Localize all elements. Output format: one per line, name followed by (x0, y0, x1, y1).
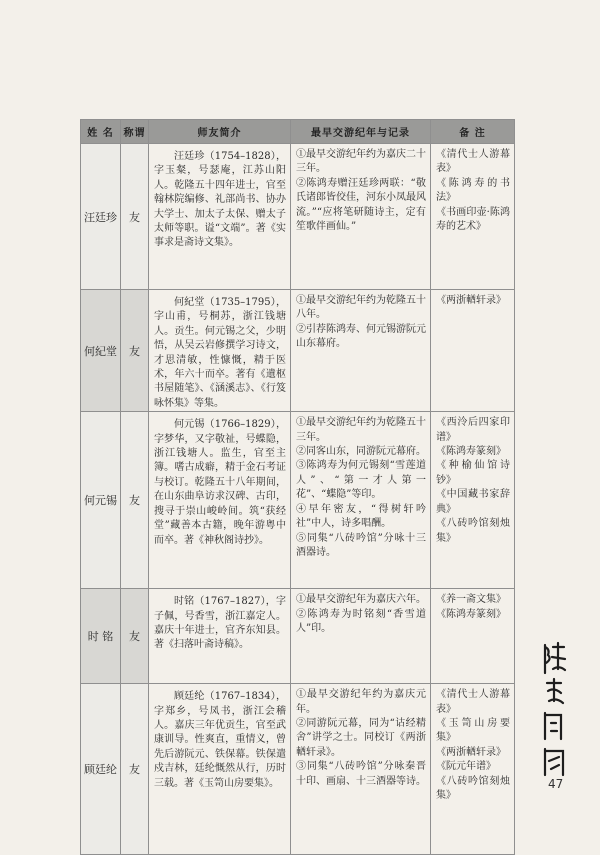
notes (431, 412, 515, 589)
header-name: 姓 名 (81, 120, 121, 144)
events (291, 144, 431, 290)
note-item: 《清代士人游幕表》 (436, 689, 510, 715)
relation: 友 (121, 144, 149, 290)
events (291, 290, 431, 412)
event-item: ①最早交游纪年约为乾隆五十三年。 (296, 417, 426, 443)
event-item: ②陈鸿寿为时铭刻“香雪道人”印。 (296, 608, 426, 635)
calligraphy-logo (539, 639, 569, 789)
notes (431, 684, 515, 855)
note-item: 《西泠后四家印谱》 (436, 417, 510, 443)
event-item: ②同游阮元幕，同为“诂经精舍”讲学之士。同校订《两浙輶轩录》。 (296, 718, 426, 758)
table-header-row (81, 120, 515, 144)
person-name: 何元锡 (81, 412, 121, 589)
event-item: ③陈鸿寿为何元锡刻“雪莲道人”、“第一才人第一花”、“蝶隐”等印。 (296, 460, 426, 501)
event-item: ②陈鸿寿赠汪廷珍两联：“敬氏诸郎皆佼佳，河东小凤最风流。”“应将笔研随诗主，定有笙歌伴画仙。” (296, 177, 426, 233)
bio: 顾廷纶（1767–1834），字郑乡，号凤书，浙江会稽人。嘉庆三年优贡生，官至武康训导。性爽直，重情义，曾先后游阮元、铁保幕。铁保遣戍吉林，廷纶慨然从行，历时三载。著《玉笥山房要集》。 (149, 684, 291, 855)
note-item: 《阮元年谱》 (436, 761, 496, 773)
header-bio: 师友简介 (149, 120, 291, 144)
bio: 时铭（1767–1827），字子佩，号香雪，浙江嘉定人。嘉庆十年进士，官齐东知县。著《扫落叶斋诗稿》。 (149, 589, 291, 684)
note-item: 《清代士人游幕表》 (436, 149, 510, 175)
table-row (81, 412, 515, 589)
event-item: ⑤同集“八砖吟馆”分咏十三酒器诗。 (296, 532, 426, 558)
table-row (81, 290, 515, 412)
bio: 何紀堂（1735–1795），字山甫，号桐苏，浙江钱塘人。贡生。何元锡之父，少明悟，从吴云岩修撰学习诗文，才思清敏，性慷慨，精于医术，年六十而卒。著有《遺枢书屋随笔》、《涵溪志》、《行笈咏怀集》等集。 (149, 290, 291, 412)
person-name: 顾廷纶 (81, 684, 121, 855)
note-item: 《中国藏书家辞典》 (436, 489, 510, 515)
event-item: ④早年密友，“得树轩吟社”中人，诗多唱酬。 (296, 503, 426, 530)
relation: 友 (121, 684, 149, 855)
note-item: 《书画印壶·陈鸿寿的艺术》 (436, 206, 510, 233)
event-item: ③同集“八砖吟馆”分咏秦晋十印、画扇、十三酒器等诗。 (296, 761, 426, 787)
note-item: 《陈鸿寿的书法》 (436, 177, 510, 204)
friends-table (80, 119, 515, 855)
note-item: 《八砖吟馆刻烛集》 (436, 518, 510, 544)
note-item: 《两浙輶轩录》 (436, 746, 506, 758)
bio: 何元锡（1766–1829），字梦华，又字敬祉，号蝶隐，浙江钱塘人。监生，官至主簿。嗜古成癖，精于金石考证与校订。乾隆五十八年期间，在山东曲阜访求汉碑、古印，搜寻于崇山峻岭间。筑“获经堂”藏善本古籍，晚年游粤中而卒。著《神秋阁诗抄》。 (149, 412, 291, 589)
events (291, 684, 431, 855)
notes (431, 589, 515, 684)
table-row (81, 589, 515, 684)
notes (431, 290, 515, 412)
notes (431, 144, 515, 290)
event-item: ①最早交游纪年约为嘉庆二十三年。 (296, 149, 426, 175)
events (291, 412, 431, 589)
header-events: 最早交游纪年与记录 (291, 120, 431, 144)
event-item: ①最早交游纪年约为乾隆五十八年。 (296, 295, 426, 321)
header-relation: 称谓 (121, 120, 149, 144)
event-item: ②引荐陈鸿寿、何元锡游阮元山东幕府。 (296, 323, 426, 350)
note-item: 《种榆仙馆诗钞》 (436, 460, 510, 486)
relation: 友 (121, 589, 149, 684)
event-item: ①最早交游纪年为嘉庆六年。 (296, 594, 426, 606)
note-item: 《两浙輶轩录》 (436, 295, 506, 306)
person-name: 汪廷珍 (81, 144, 121, 290)
person-name: 何紀堂 (81, 290, 121, 412)
note-item: 《陈鸿寿篆刻》 (436, 608, 506, 620)
note-item: 《养一斋文集》 (436, 594, 506, 606)
header-notes: 备 注 (431, 120, 515, 144)
relation: 友 (121, 290, 149, 412)
person-name: 时 铭 (81, 589, 121, 684)
event-item: ②同客山东，同游阮元幕府。 (296, 446, 426, 458)
note-item: 《陈鸿寿篆刻》 (436, 446, 506, 458)
table-row (81, 684, 515, 855)
page-number: 47 (548, 777, 564, 791)
event-item: ①最早交游纪年约为嘉庆元年。 (296, 689, 426, 715)
table-row (81, 144, 515, 290)
bio: 汪廷珍（1754–1828），字玉粲，号瑟庵，江苏山阳人。乾隆五十四年进士，官至翰林院编修、礼部尚书、协办大学士、加太子太保、赠太子太师等职。谥“文端”。著《实事求是斋诗文集》。 (149, 144, 291, 290)
events (291, 589, 431, 684)
note-item: 《玉笥山房要集》 (436, 718, 510, 744)
relation: 友 (121, 412, 149, 589)
note-item: 《八砖吟馆刻烛集》 (436, 775, 510, 802)
